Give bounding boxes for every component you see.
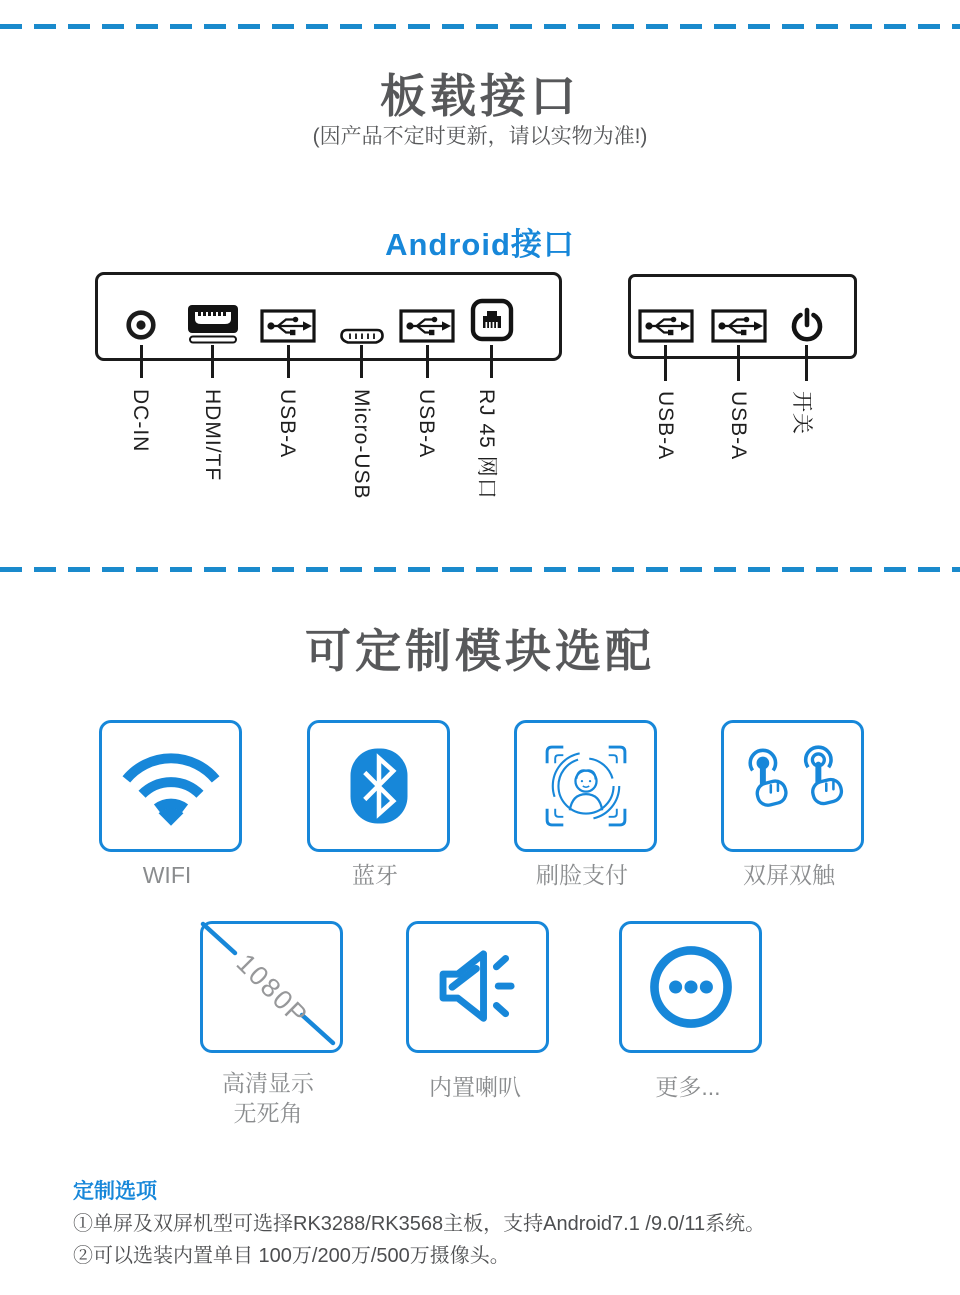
connector-line [140, 345, 143, 378]
usb-port-icon [638, 309, 694, 343]
connector-line [426, 345, 429, 378]
section-subtitle-interfaces: (因产品不定时更新，请以实物为准!) [312, 125, 648, 148]
module-label-speaker: 内置喇叭 [429, 1074, 521, 1100]
connector-line [805, 345, 808, 381]
module-label-hd-display [148, 1068, 388, 1128]
options-line-1: ①单屏及双屏机型可选择RK3288/RK3568主板，支持Android7.1 /9.0/11系统。 [73, 1213, 766, 1235]
usb-port-icon [711, 309, 767, 343]
port-label-hdmi-tf: HDMI/TF [201, 389, 224, 482]
port-label-usb-a: USB-A [415, 389, 438, 459]
module-card-face-pay [514, 720, 657, 852]
module-card-bluetooth [307, 720, 450, 852]
connector-line [211, 345, 214, 378]
port-label-dc-in: DC-IN [129, 389, 152, 453]
options-line-2: ②可以选装内置单目 100万/200万/500万摄像头。 [73, 1245, 510, 1267]
module-card-more [619, 921, 762, 1053]
section-title-interfaces: 板载接口 [380, 70, 580, 122]
module-label-wifi: WIFI [142, 862, 192, 888]
module-label-dual-touch: 双屏双触 [743, 862, 835, 888]
module-label-bluetooth: 蓝牙 [352, 862, 398, 888]
dashed-divider-middle [0, 567, 960, 572]
bluetooth-icon [343, 739, 415, 833]
rj45-port-icon [469, 297, 515, 343]
dashed-divider-top [0, 24, 960, 29]
dual-touch-icon [739, 744, 847, 828]
speaker-icon [430, 941, 526, 1033]
hd-1080p-badge: 1080P [230, 947, 314, 1031]
micro-usb-port-icon [339, 328, 385, 345]
module-label-hd-line1: 高清显示 [222, 1070, 314, 1096]
connector-line [737, 345, 740, 381]
module-card-dual-touch [721, 720, 864, 852]
power-icon [788, 306, 826, 344]
module-card-hd-display [200, 921, 343, 1053]
wifi-icon [116, 743, 226, 829]
module-card-wifi [99, 720, 242, 852]
more-icon [641, 937, 741, 1037]
connector-line [360, 345, 363, 378]
port-label-micro-usb: Micro-USB [350, 389, 373, 500]
section-title-modules: 可定制模块选配 [305, 625, 655, 677]
hdmi-port-icon [185, 302, 241, 344]
board-title-android: Android接口 [385, 227, 575, 262]
port-label-rj45: RJ 45 网口 [475, 389, 498, 500]
port-label-usb-a: USB-A [654, 391, 677, 461]
port-label-power-switch: 开关 [790, 391, 813, 435]
module-card-speaker [406, 921, 549, 1053]
face-scan-icon [539, 739, 633, 833]
options-heading: 定制选项 [73, 1180, 157, 1203]
usb-port-icon [260, 309, 316, 343]
connector-line [664, 345, 667, 381]
connector-line [490, 345, 493, 378]
module-label-hd-line2: 无死角 [233, 1100, 303, 1126]
port-label-usb-a: USB-A [727, 391, 750, 461]
port-label-usb-a: USB-A [276, 389, 299, 459]
usb-port-icon [399, 309, 455, 343]
connector-line [287, 345, 290, 378]
dc-jack-icon [124, 308, 158, 342]
module-label-more: 更多... [655, 1074, 721, 1100]
module-label-face-pay: 刷脸支付 [536, 862, 628, 888]
